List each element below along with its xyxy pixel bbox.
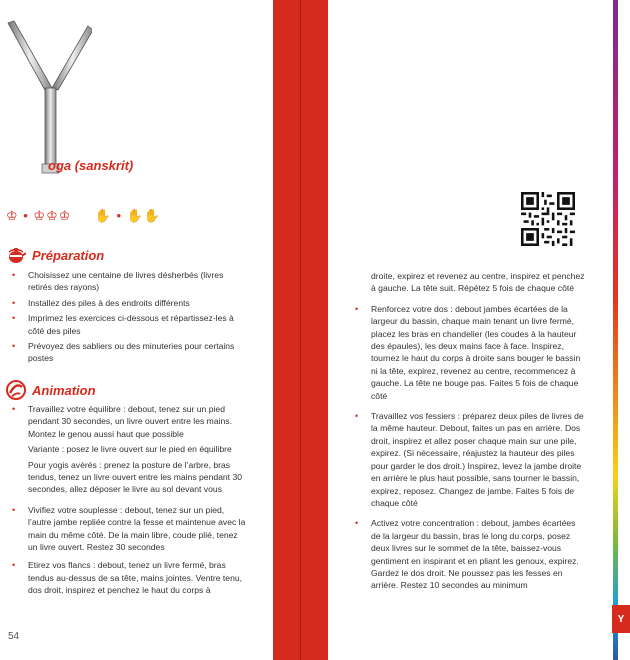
center-divider [300,0,301,660]
list-item: • Prévoyez des sabliers ou des minuteries pour certains postes [6,340,246,365]
difficulty-rating [6,208,161,224]
list-item: • Renforcez votre dos : debout jambes écartées de la largeur du bassin, chaque main tenant un livre fermé, placez les bras en chandelier (les coudes à la hauteur des épaules), les deux mains face à face. Inspirez, tournez le haut du corps à droite sans bouger le bassin ni la tête, expirez, revenez au centre, recommencez à gauche. La tête ne bouge pas. Faites 5 fois de chaque côté [349,303,585,402]
list-item: • Imprimez les exercices ci-dessous et répartissez-les à côté des piles [6,312,246,337]
yogis-text: Pour yogis avérés : prenez la posture de l’arbre, bras tendus, tenez un livre ouvert entre les mains pendant 30 secondes, allez déposer le livre au sol devant vous [28,459,243,495]
participation-icons: ✋ • ✋✋ [94,208,161,223]
list-item: • Choisissez une centaine de livres désherbés (livres retirés des rayons) [6,269,246,294]
list-item: • Travaillez vos fessiers : préparez deux piles de livres de la même hauteur. Debout, faites un pas en arrière. Dos droit, inspirez et allez poser chaque main sur une pile, expirez. (Si nécessaire, réajustez la hauteur des piles pour garder le dos droit.) Inspirez, levez la jambe droite en arrière le plus haut possible, sans tourner le bassin, expirez, reposez. Changez de jambe. Faites 5 fois de chaque côté [349,410,585,509]
preparation-list [6,269,246,368]
teapot-icon [6,246,26,264]
qr-code[interactable] [521,192,575,246]
animation-label: Animation [32,382,96,398]
list-item: • Installez des piles à des endroits différents [6,297,246,309]
list-item: • Activez votre concentration : debout, jambes écartées de la largeur du bassin, bras le long du corps, posez deux livres sur le sommet de la tête, baissez-vous gentiment en inspirant et en pliant les genoux, expirez. Gardez le dos droit. Ne poussez pas les fesses en arrière. Restez 10 secondes au minimum [349,517,585,591]
right-column [349,270,585,595]
y-needles-logo [2,18,92,178]
continuation-text: droite, expirez et revenez au centre, inspirez et penchez à gauche. La tête suit. Répétez 5 fois de chaque côté [371,271,585,294]
rainbow-edge-strip [613,0,618,660]
page-title: oga (sanskrit) [48,158,134,173]
animation-swirl-icon [6,380,26,400]
list-item [6,403,246,440]
list-item: • Etirez vos flancs : debout, tenez un livre fermé, bras tendus au-dessus de sa tête, mains jointes. Ventre tenu, dos droit, inspirez et penchez le haut du corps à [6,559,246,596]
list-item: • Vivifiez votre souplesse : debout, tenez sur un pied, l’autre jambe repliée contre la fesse et maintenue avec la main du même côté. De la main libre, coude plié, tenez un livre ouvert. Restez 30 secondes [6,504,246,554]
preparation-heading [6,246,104,264]
section-tab[interactable]: Y [612,605,630,633]
variant-text: Variante : posez le livre ouvert sur le pied en équilibre [28,444,232,455]
animation-list [6,403,246,600]
item-text: • Travaillez votre équilibre : debout, tenez sur un pied pendant 30 secondes, un livre ouvert entre les mains. Montez le genou aussi haut que possible [28,404,232,439]
animation-heading [6,380,96,400]
preparation-label: Préparation [32,247,105,263]
audience-icons: ♔ • ♔♔♔ [6,208,72,223]
page-number: 54 [8,631,20,642]
